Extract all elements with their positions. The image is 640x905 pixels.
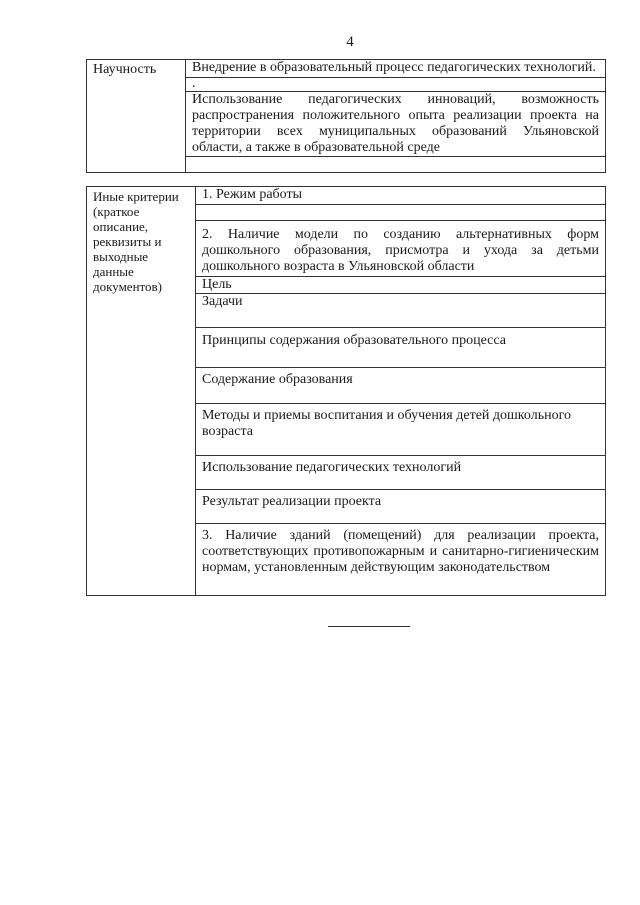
table-cell: 3. Наличие зданий (помещений) для реализации проекта, соответствующих противопожарным и санитарно-гигиеническим нормам, установленным действующим законодательством	[196, 524, 606, 596]
table-cell: Использование педагогических технологий	[196, 456, 606, 490]
page-number: 4	[346, 34, 354, 50]
table-cell: Внедрение в образовательный процесс педагогических технологий.	[186, 60, 606, 78]
table-cell: 1. Режим работы	[196, 187, 606, 205]
table-cell: 2. Наличие модели по созданию альтернативных форм дошкольного образования, присмотра и ухода за детьми дошкольного возраста в Ульяновской области	[196, 221, 606, 277]
table-cell: Методы и приемы воспитания и обучения детей дошкольного возраста	[196, 404, 606, 456]
table-cell	[196, 205, 606, 221]
table-cell: .	[186, 78, 606, 92]
criterion-label: Научность	[87, 60, 186, 173]
end-divider	[328, 626, 410, 627]
table-cell: Принципы содержания образовательного процесса	[196, 328, 606, 368]
table-cell: Задачи	[196, 294, 606, 328]
table-cell: Использование педагогических инноваций, возможность распространения положительного опыта реализации проекта на территории всех муниципальных образований Ульяновской области, а также в образовательной среде	[186, 92, 606, 157]
table-cell: Результат реализации проекта	[196, 490, 606, 524]
table-cell	[186, 157, 606, 173]
criteria-table-other	[86, 186, 606, 596]
criterion-label: Иные критерии (краткое описание, реквизиты и выходные данные документов)	[87, 187, 196, 596]
table-cell: Содержание образования	[196, 368, 606, 404]
table-cell: Цель	[196, 277, 606, 294]
criteria-table-scientific	[86, 59, 606, 173]
